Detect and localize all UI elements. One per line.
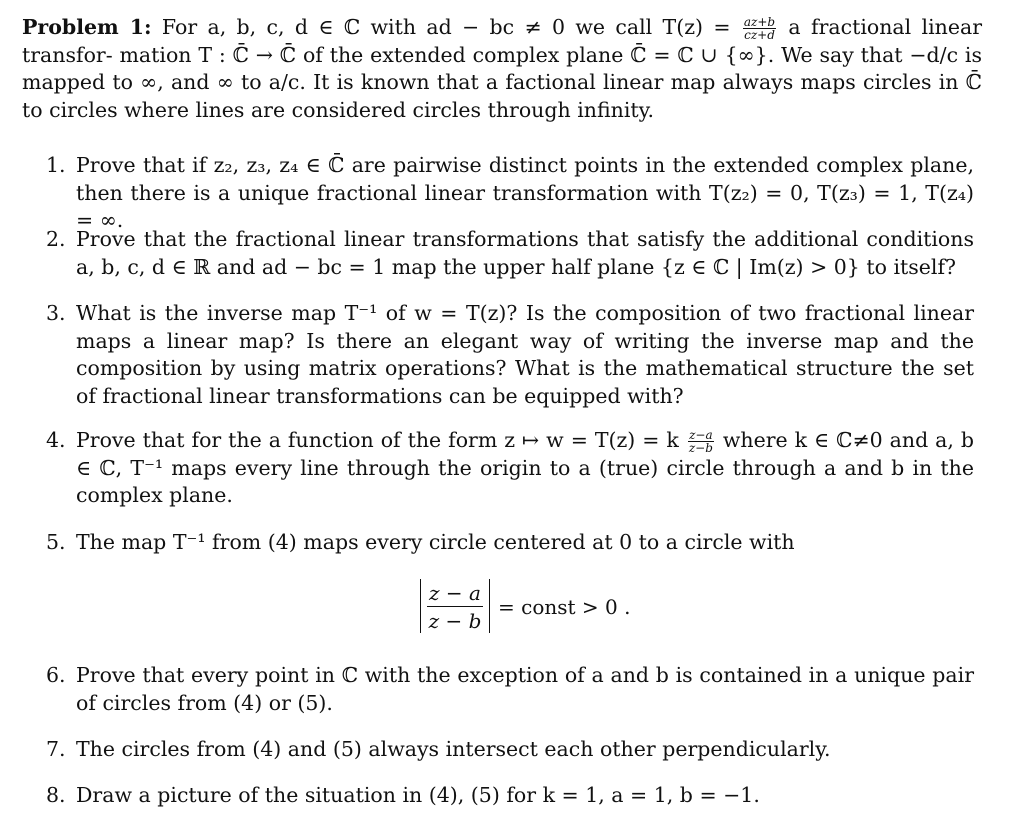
problem-intro [22, 14, 982, 124]
list-item [46, 427, 974, 510]
list-item [46, 152, 974, 235]
item-text: Draw a picture of the situation in (4), (5) for k = 1, a = 1, b = −1. [76, 783, 760, 807]
item-text: Prove that if z₂, z₃, z₄ ∈ ℂ̄ are pairwise distinct points in the extended complex plane, then there is a unique fractional linear transformation with T(z₂) = 0, T(z₃) = 1, T(z₄) = ∞. [76, 153, 974, 232]
item-text [76, 427, 974, 510]
absolute-value-fraction [420, 579, 490, 633]
problem-title: Problem 1: [22, 15, 152, 39]
intro-fraction-denominator: cz+d [744, 28, 775, 42]
list-item [46, 736, 974, 764]
list-item [46, 300, 974, 410]
fraction-line [427, 606, 483, 607]
item-text: Prove that every point in ℂ with the exception of a and b is contained in a unique pair of circles from (4) or (5). [76, 663, 974, 715]
equation-rhs: = const > 0 . [498, 595, 631, 619]
item-4-text-a: Prove that for the a function of the form z ↦ w = T(z) = k [76, 428, 686, 452]
item-number: 2. [46, 227, 66, 251]
list-item [46, 226, 974, 281]
item-number: 8. [46, 783, 66, 807]
list-item [46, 662, 974, 717]
item-number: 4. [46, 428, 66, 452]
equation-denominator: z − b [428, 609, 482, 633]
item-text: The map T⁻¹ from (4) maps every circle centered at 0 to a circle with [76, 530, 795, 554]
intro-text-2: a fractional linear transfor- mation T : ℂ̄ → ℂ̄ of the extended complex plane ℂ̄ = ℂ ∪ {∞}. We say that −d/c is mapped to ∞, and ∞ to a/c. It is known that a factional linear map always maps circles in ℂ̄ to circles where lines are considered circles through infinity. [22, 15, 983, 122]
intro-fraction [743, 16, 776, 41]
item-4-fraction-numerator: z−a [689, 428, 713, 442]
item-4-text-b: where k ∈ ℂ≠0 and a, b ∈ ℂ, T⁻¹ maps every line through the origin to a (true) circle through a and b in the complex plane. [76, 428, 975, 507]
list-item [46, 782, 974, 810]
item-text: Prove that the fractional linear transformations that satisfy the additional conditions a, b, c, d ∈ ℝ and ad − bc = 1 map the upper half plane {z ∈ ℂ | Im(z) > 0} to itself? [76, 227, 974, 279]
item-number: 3. [46, 301, 66, 325]
item-number: 7. [46, 737, 66, 761]
item-number: 6. [46, 663, 66, 687]
item-text: What is the inverse map T⁻¹ of w = T(z)? Is the composition of two fractional linear maps a linear map? Is there an elegant way of writing the inverse map and the composition by using matrix operations? What is the mathematical structure the set of fractional linear transformations can be equipped with? [76, 301, 974, 408]
item-text: The circles from (4) and (5) always intersect each other perpendicularly. [76, 737, 831, 761]
display-equation [420, 575, 680, 635]
intro-text-1: For a, b, c, d ∈ ℂ with ad − bc ≠ 0 we call T(z) = [161, 15, 741, 39]
equation-numerator: z − a [429, 581, 481, 605]
list-item [46, 529, 974, 557]
item-4-fraction [688, 429, 714, 454]
item-number: 5. [46, 530, 66, 554]
intro-fraction-numerator: az+b [743, 15, 776, 29]
item-4-fraction-denominator: z−b [688, 441, 713, 455]
item-number: 1. [46, 153, 66, 177]
